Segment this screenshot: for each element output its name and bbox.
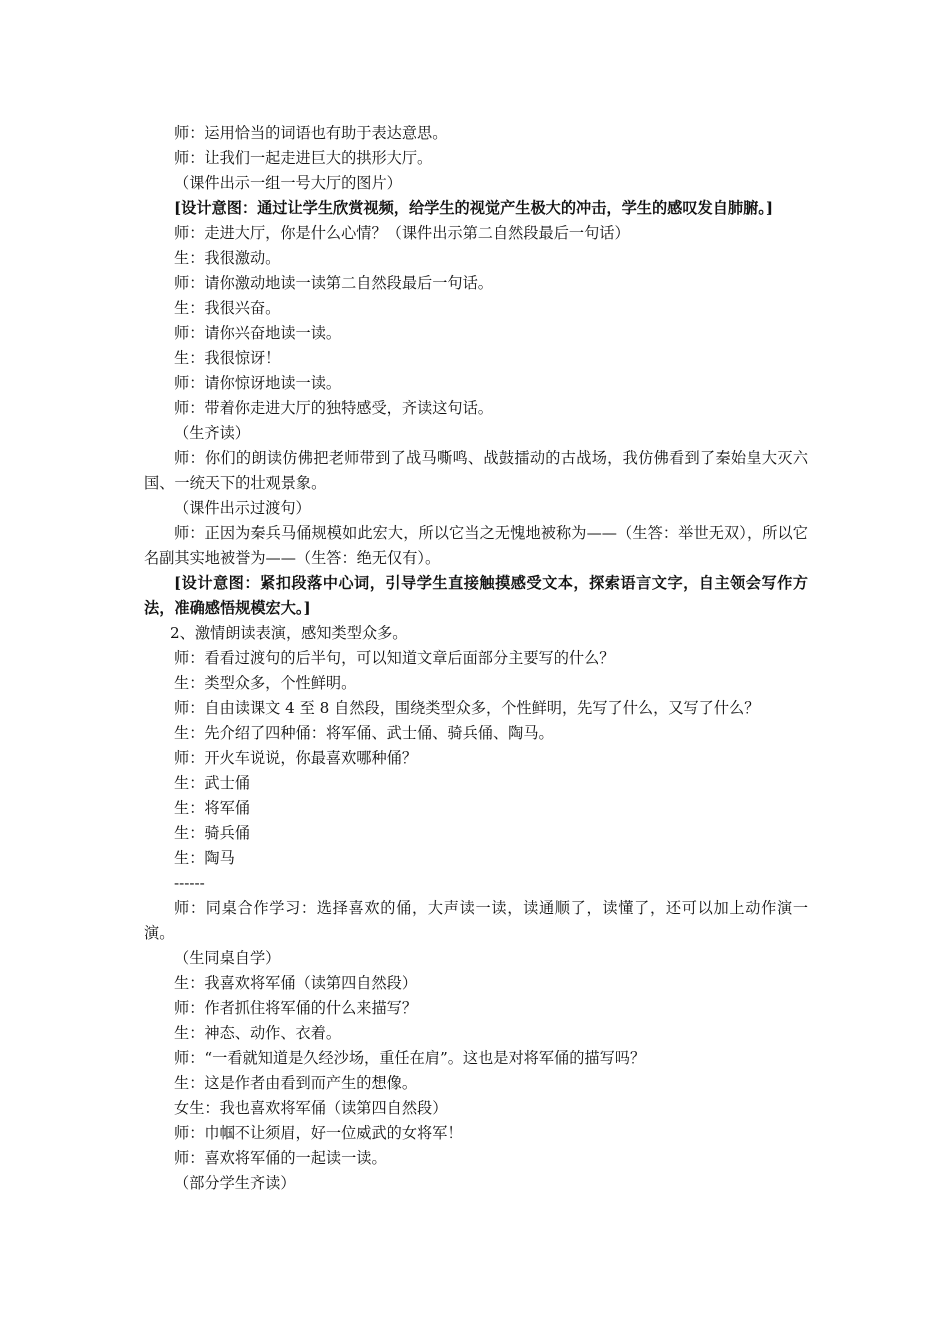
separator-text: ------ [174,874,205,892]
paragraph: （生齐读） [174,424,250,442]
paragraph: 师：自由读课文 4 至 8 自然段，围绕类型众多，个性鲜明，先写了什么，又写了什么？ [174,699,760,717]
paragraph: 生：我喜欢将军俑（读第四自然段） [174,974,417,992]
paragraph: 生：我很兴奋。 [174,299,281,317]
paragraph: 生：神态、动作、衣着。 [174,1024,342,1042]
paragraph: 生：我很惊讶！ [174,349,281,367]
paragraph: （生同桌自学） [174,949,281,967]
paragraph: 生：先介绍了四种俑：将军俑、武士俑、骑兵俑、陶马。 [174,724,554,742]
paragraph: 师：请你惊讶地读一读。 [174,374,342,392]
paragraph: 师：巾帼不让须眉，好一位威武的女将军！ [174,1124,463,1142]
paragraph: 师：请你兴奋地读一读。 [174,324,342,342]
paragraph: 师：同桌合作学习：选择喜欢的俑，大声读一读，读通顺了，读懂了，还可以加上动作演一演。 [144,899,808,942]
paragraph: （课件出示过渡句） [174,499,311,517]
paragraph: 生：陶马 [174,849,235,867]
paragraph: 生：武士俑 [174,774,250,792]
paragraph: （部分学生齐读） [174,1174,296,1192]
paragraph: 师：“一看就知道是久经沙场，重任在肩”。这也是对将军俑的描写吗？ [174,1049,646,1067]
paragraph: 师：正因为秦兵马俑规模如此宏大，所以它当之无愧地被称为——（生答：举世无双），所以它名副其实地被誉为——（生答：绝无仅有）。 [144,524,808,567]
paragraph: 师：开火车说说，你最喜欢哪种俑？ [174,749,417,767]
paragraph: 师：请你激动地读一读第二自然段最后一句话。 [174,274,493,292]
design-intent-note: [设计意图：通过让学生欣赏视频，给学生的视觉产生极大的冲击，学生的感叹发自肺腑。] [174,199,774,217]
paragraph: 师：喜欢将军俑的一起读一读。 [174,1149,387,1167]
section-heading: 2、激情朗读表演，感知类型众多。 [170,624,408,642]
paragraph: 女生：我也喜欢将军俑（读第四自然段） [174,1099,448,1117]
paragraph: 生：骑兵俑 [174,824,250,842]
paragraph: 师：让我们一起走进巨大的拱形大厅。 [174,149,433,167]
paragraph: 生：这是作者由看到而产生的想像。 [174,1074,417,1092]
design-intent-note: [设计意图：紧扣段落中心词，引导学生直接触摸感受文本，探索语言文字，自主领会写作方法，准确感悟规模宏大。] [144,574,808,617]
paragraph: 师：运用恰当的词语也有助于表达意思。 [174,124,448,142]
paragraph: 师：作者抓住将军俑的什么来描写？ [174,999,417,1017]
document-body [144,121,808,1196]
paragraph: 师：走进大厅，你是什么心情？（课件出示第二自然段最后一句话） [174,224,630,242]
paragraph: 生：我很激动。 [174,249,281,267]
paragraph: 师：你们的朗读仿佛把老师带到了战马嘶鸣、战鼓擂动的古战场，我仿佛看到了秦始皇大灭六国、一统天下的壮观景象。 [144,449,808,492]
paragraph: 生：将军俑 [174,799,250,817]
paragraph: 生：类型众多，个性鲜明。 [174,674,357,692]
paragraph: （课件出示一组一号大厅的图片） [174,174,402,192]
paragraph: 师：带着你走进大厅的独特感受，齐读这句话。 [174,399,493,417]
paragraph: 师：看看过渡句的后半句，可以知道文章后面部分主要写的什么？ [174,649,615,667]
